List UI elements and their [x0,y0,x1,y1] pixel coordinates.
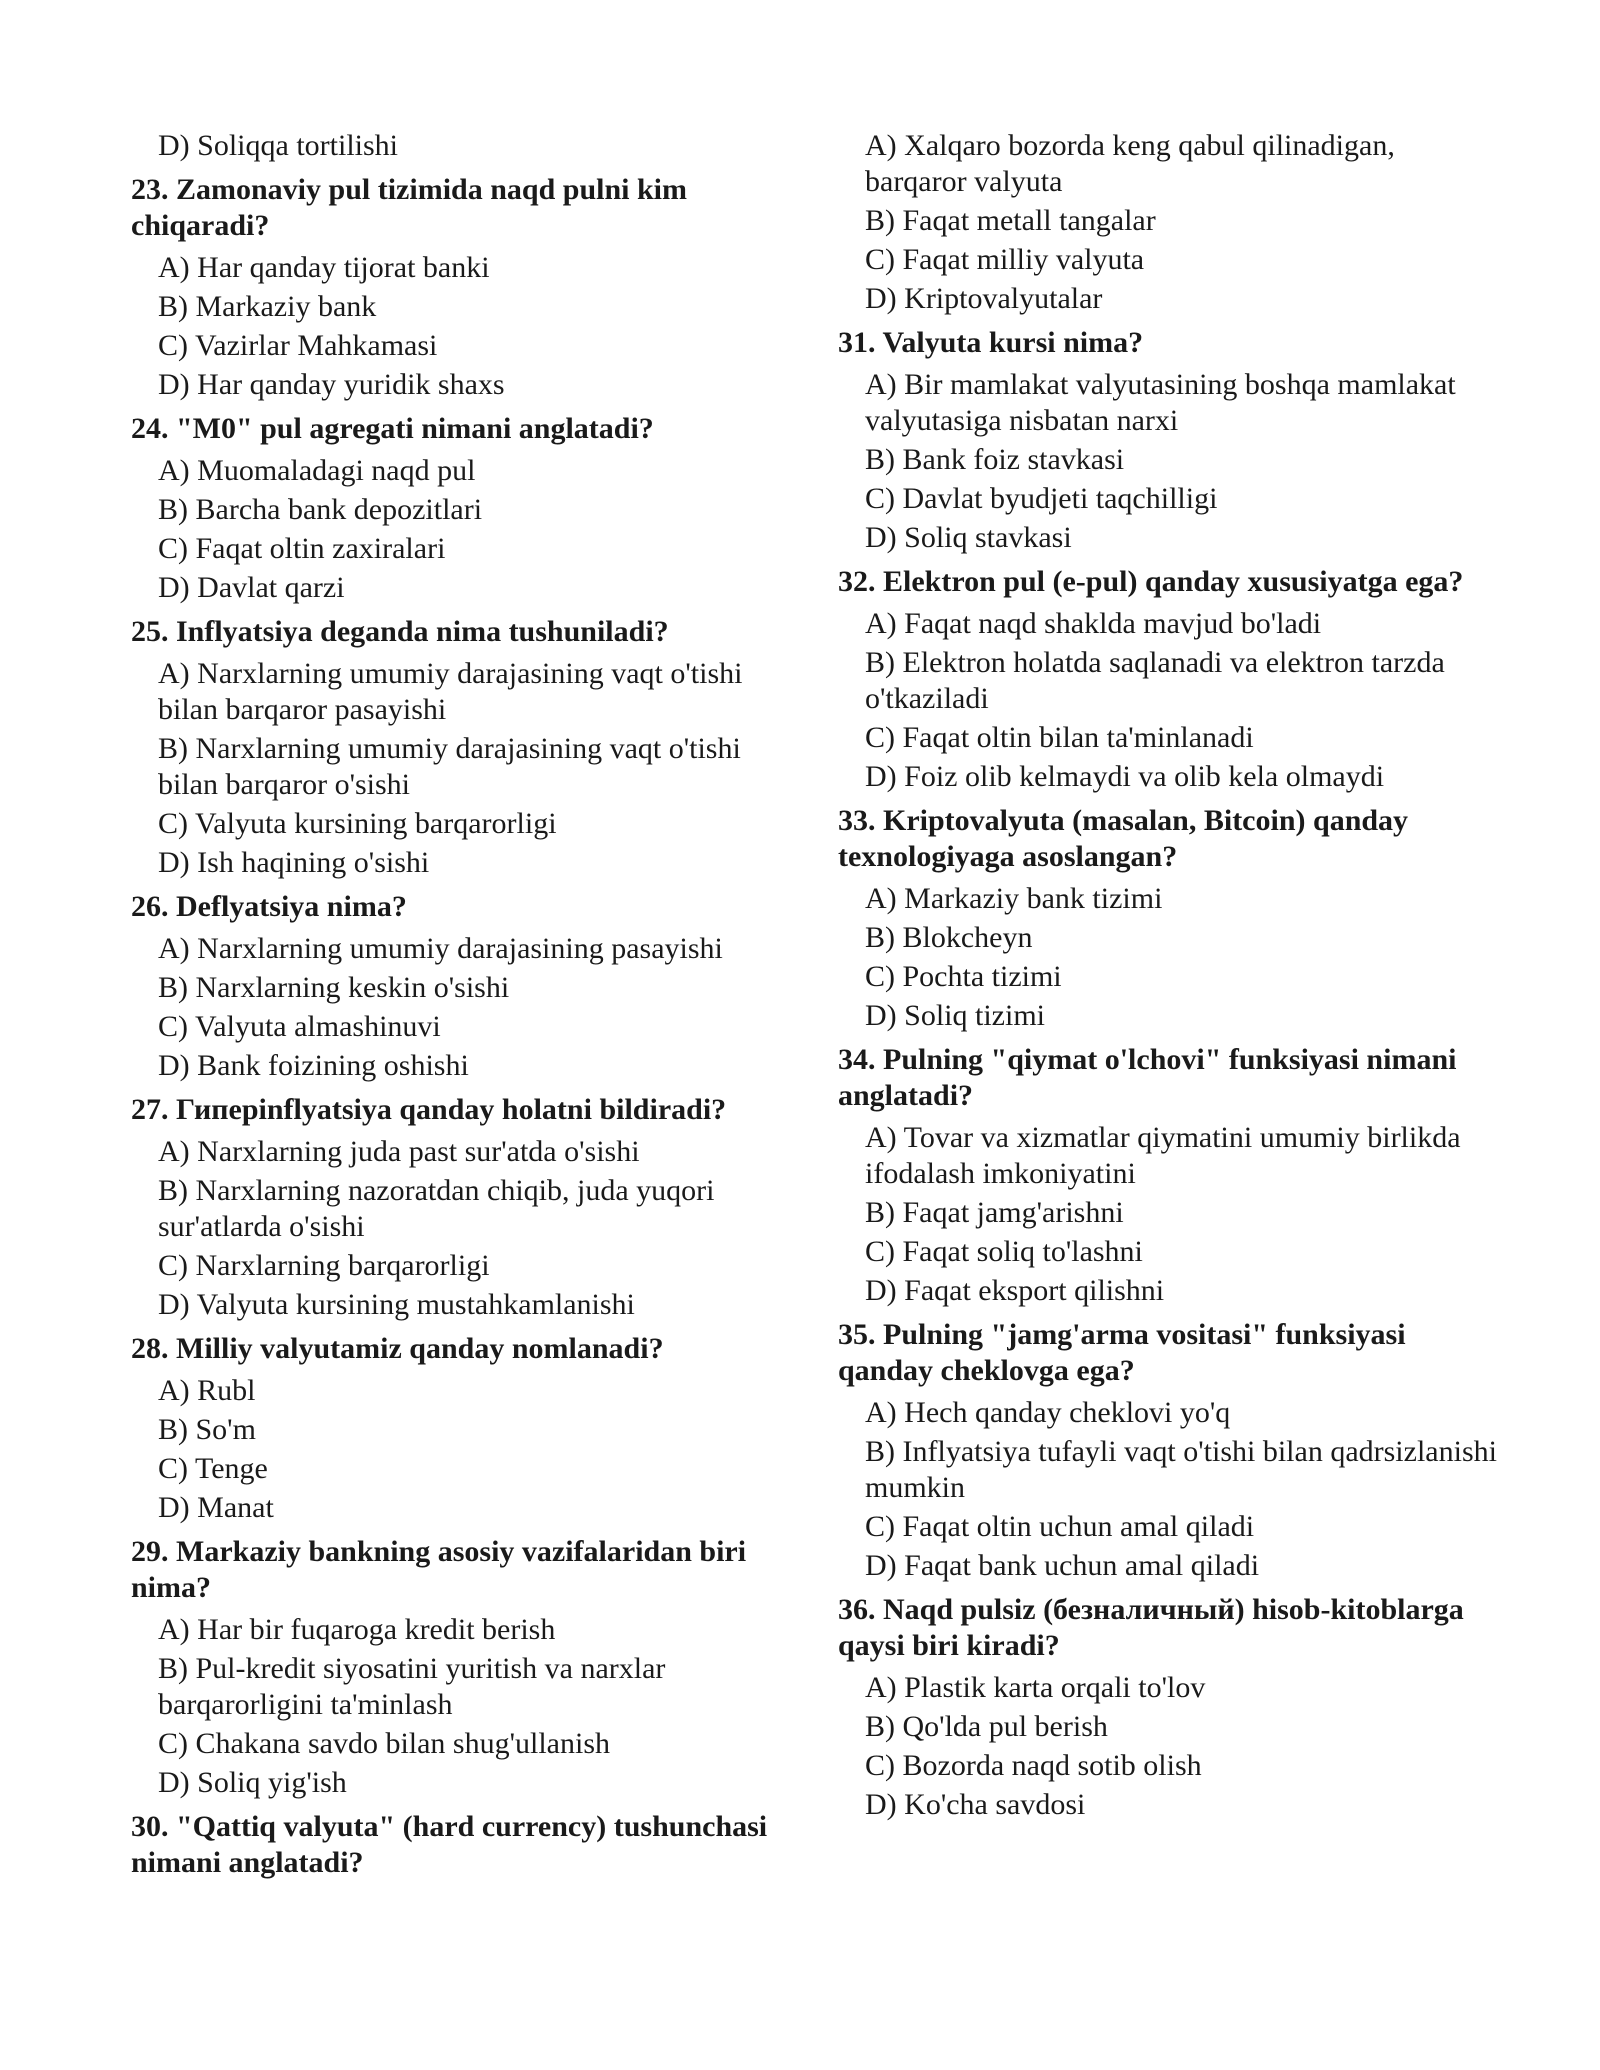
answer-option: B) Elektron holatda saqlanadi va elektron tarzda o'tkaziladi [865,646,1445,715]
answer-option: B) Bank foiz stavkasi [865,443,1125,476]
answer-option: D) Har qanday yuridik shaxs [158,368,505,401]
answer-option: A) Har qanday tijorat banki [158,251,490,284]
question-title: 36. Naqd pulsiz (безналичный) hisob-kitoblarga qaysi biri kiradi? [838,1593,1464,1662]
question-title: 29. Markaziy bankning asosiy vazifalaridan biri nima? [131,1535,747,1604]
answer-option: D) Faqat bank uchun amal qiladi [865,1549,1260,1582]
question-title: 35. Pulning "jamg'arma vositasi" funksiyasi qanday cheklovga ega? [838,1318,1406,1387]
answer-option: B) Qo'lda pul berish [865,1710,1108,1743]
answer-option: C) Tenge [158,1452,268,1485]
question-block [838,325,1498,556]
answer-option: D) Ish haqining o'sishi [158,846,430,879]
answer-option: C) Faqat oltin bilan ta'minlanadi [865,721,1254,754]
answer-option: B) Barcha bank depozitlari [158,493,483,526]
question-block [838,1317,1498,1584]
question-block [131,1809,791,1881]
question-title: 24. "M0" pul agregati nimani anglatadi? [131,412,654,445]
question-block [131,1092,791,1323]
answer-option: D) Soliq stavkasi [865,521,1072,554]
answer-option: A) Xalqaro bozorda keng qabul qilinadigan, barqaror valyuta [865,129,1395,198]
question-title: 25. Inflyatsiya deganda nima tushuniladi? [131,615,669,648]
question-block [838,128,1498,317]
answer-option: C) Faqat oltin zaxiralari [158,532,446,565]
answer-option: B) Pul-kredit siyosatini yuritish va narxlar barqarorligini ta'minlash [158,1652,666,1721]
answer-option: C) Narxlarning barqarorligi [158,1249,490,1282]
question-title: 34. Pulning "qiymat o'lchovi" funksiyasi nimani anglatadi? [838,1043,1457,1112]
question-block [131,411,791,606]
answer-option: B) Narxlarning umumiy darajasining vaqt o'tishi bilan barqaror o'sishi [158,732,741,801]
answer-option: B) Markaziy bank [158,290,377,323]
answer-option: D) Soliqqa tortilishi [158,129,398,162]
question-block [131,172,791,403]
answer-option: D) Valyuta kursining mustahkamlanishi [158,1288,635,1321]
question-block [838,1042,1498,1309]
answer-option: C) Chakana savdo bilan shug'ullanish [158,1727,611,1760]
question-block [838,803,1498,1034]
question-block [131,889,791,1084]
answer-option: D) Bank foizining oshishi [158,1049,469,1082]
answer-option: C) Davlat byudjeti taqchilligi [865,482,1218,515]
answer-option: A) Muomaladagi naqd pul [158,454,476,487]
answer-option: B) Blokcheyn [865,921,1033,954]
answer-option: C) Faqat oltin uchun amal qiladi [865,1510,1255,1543]
answer-option: C) Pochta tizimi [865,960,1062,993]
question-block [131,1331,791,1526]
answer-option: B) Faqat jamg'arishni [865,1196,1124,1229]
answer-option: B) Faqat metall tangalar [865,204,1156,237]
answer-option: A) Tovar va xizmatlar qiymatini umumiy birlikda ifodalash imkoniyatini [865,1121,1461,1190]
question-block [131,128,791,164]
question-title: 33. Kriptovalyuta (masalan, Bitcoin) qanday texnologiyaga asoslangan? [838,804,1409,873]
answer-option: A) Har bir fuqaroga kredit berish [158,1613,556,1646]
question-title: 30. "Qattiq valyuta" (hard currency) tushunchasi nimani anglatadi? [131,1810,768,1879]
answer-option: C) Valyuta kursining barqarorligi [158,807,557,840]
answer-option: A) Hech qanday cheklovi yo'q [865,1396,1231,1429]
left-column [131,128,791,1887]
answer-option: B) Narxlarning keskin o'sishi [158,971,510,1004]
question-block [131,614,791,881]
question-title: 31. Valyuta kursi nima? [838,326,1144,359]
right-column [838,128,1498,1823]
question-block [838,1592,1498,1823]
answer-option: A) Faqat naqd shaklda mavjud bo'ladi [865,607,1322,640]
answer-option: D) Davlat qarzi [158,571,345,604]
answer-option: D) Soliq tizimi [865,999,1045,1032]
answer-option: A) Rubl [158,1374,256,1407]
answer-option: C) Faqat milliy valyuta [865,243,1145,276]
answer-option: A) Markaziy bank tizimi [865,882,1163,915]
question-title: 23. Zamonaviy pul tizimida naqd pulni kim chiqaradi? [131,173,687,242]
answer-option: C) Valyuta almashinuvi [158,1010,441,1043]
answer-option: D) Foiz olib kelmaydi va olib kela olmaydi [865,760,1385,793]
answer-option: A) Bir mamlakat valyutasining boshqa mamlakat valyutasiga nisbatan narxi [865,368,1456,437]
answer-option: D) Kriptovalyutalar [865,282,1103,315]
question-title: 32. Elektron pul (e-pul) qanday xususiyatga ega? [838,565,1464,598]
question-title: 27. Гипepinflyatsiya qanday holatni bildiradi? [131,1093,727,1126]
answer-option: B) Narxlarning nazoratdan chiqib, juda yuqori sur'atlarda o'sishi [158,1174,715,1243]
answer-option: A) Narxlarning juda past sur'atda o'sishi [158,1135,640,1168]
answer-option: B) Inflyatsiya tufayli vaqt o'tishi bilan qadrsizlanishi mumkin [865,1435,1497,1504]
question-title: 26. Deflyatsiya nima? [131,890,407,923]
answer-option: C) Faqat soliq to'lashni [865,1235,1143,1268]
answer-option: D) Ko'cha savdosi [865,1788,1086,1821]
answer-option: B) So'm [158,1413,256,1446]
answer-option: C) Vazirlar Mahkamasi [158,329,438,362]
answer-option: D) Manat [158,1491,274,1524]
answer-option: A) Narxlarning umumiy darajasining vaqt o'tishi bilan barqaror pasayishi [158,657,743,726]
answer-option: A) Plastik karta orqali to'lov [865,1671,1206,1704]
answer-option: D) Soliq yig'ish [158,1766,347,1799]
question-block [131,1534,791,1801]
answer-option: D) Faqat eksport qilishni [865,1274,1165,1307]
question-title: 28. Milliy valyutamiz qanday nomlanadi? [131,1332,664,1365]
answer-option: C) Bozorda naqd sotib olish [865,1749,1202,1782]
question-block [838,564,1498,795]
answer-option: A) Narxlarning umumiy darajasining pasayishi [158,932,723,965]
